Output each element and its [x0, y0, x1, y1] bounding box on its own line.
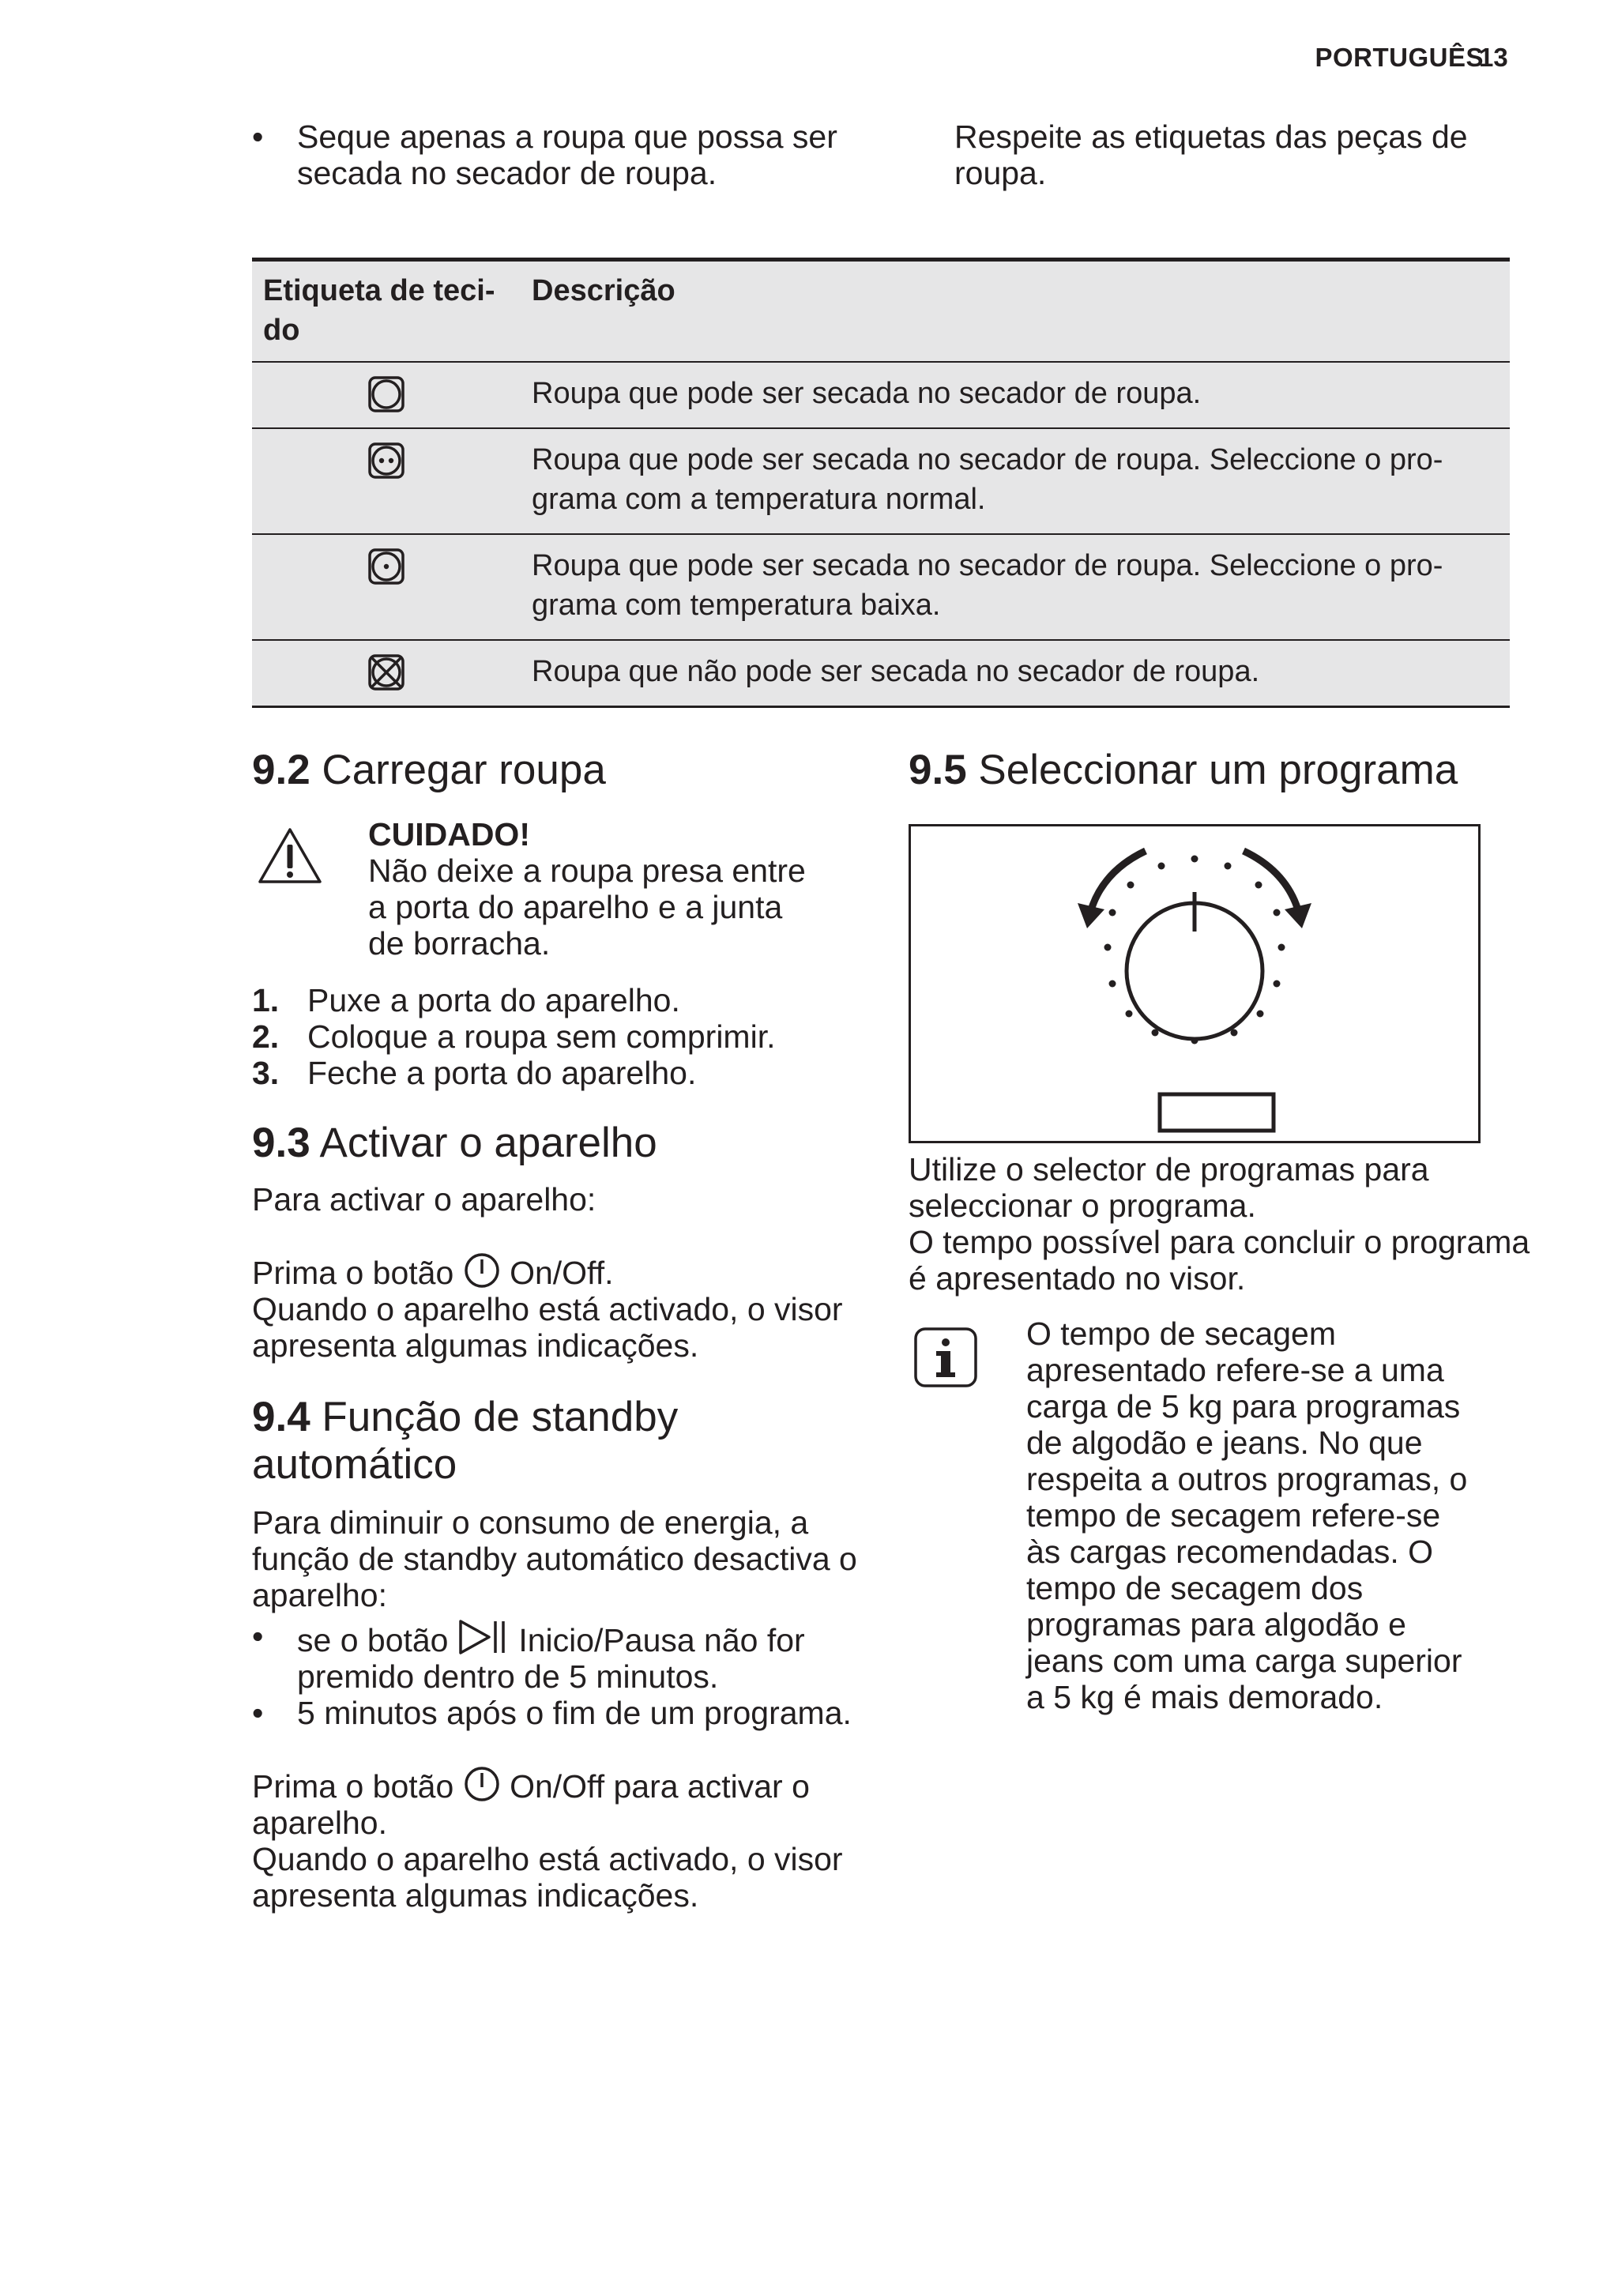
info-icon	[913, 1327, 978, 1388]
power-icon	[463, 1251, 501, 1289]
right-column	[909, 747, 1533, 1715]
caution-box	[252, 816, 868, 962]
list-item: • se o botão Inicio/Pausa não for premido dentro de 5 minutos.	[252, 1618, 805, 1695]
section-heading-9-5: 9.5 Seleccionar um programa	[909, 747, 1458, 793]
s93-press: Prima o botão On/Off.	[252, 1251, 868, 1291]
program-selector-illustration	[909, 824, 1481, 1143]
caution-content	[368, 816, 811, 962]
list-item: 3. Feche a porta do aparelho.	[252, 1055, 697, 1091]
table-header-row	[252, 260, 1510, 363]
caution-title: CUIDADO!	[368, 816, 530, 853]
s95-text-2: O tempo possível para concluir o programa é apresentado no visor.	[909, 1224, 1530, 1297]
start-pause-icon	[457, 1618, 510, 1656]
table-row	[252, 428, 1510, 534]
description-cell: Roupa que pode ser secada no secador de roupa.	[521, 362, 1510, 428]
page-number: 13	[1479, 43, 1508, 72]
table-row	[252, 534, 1510, 640]
tumble-dry-icon	[367, 375, 405, 413]
bullet: •	[252, 1695, 264, 1731]
symbol-cell	[252, 428, 521, 534]
tumble-dry-normal-icon	[367, 442, 405, 480]
list-item: 1. Puxe a porta do aparelho.	[252, 982, 680, 1018]
s94-display-note: Quando o aparelho está activado, o visor apresenta algumas indicações.	[252, 1841, 843, 1914]
bullet: •	[252, 119, 264, 155]
left-column	[252, 747, 868, 1914]
s93-intro: Para activar o aparelho:	[252, 1181, 596, 1218]
bullet: •	[252, 1618, 264, 1654]
list-item: • 5 minutos após o fim de um programa.	[252, 1695, 852, 1731]
s94-intro: Para diminuir o consumo de energia, a função de standby automático desactiva o aparelho:	[252, 1504, 857, 1613]
table-row	[252, 362, 1510, 428]
section-heading-9-2: 9.2 Carregar roupa	[252, 747, 606, 793]
section-heading-9-4: 9.4 Função de standby automático	[252, 1394, 679, 1488]
s93-display-note: Quando o aparelho está activado, o visor apresenta algumas indicações.	[252, 1291, 843, 1364]
intro-left-text: Seque apenas a roupa que possa ser secada no secador de roupa.	[297, 119, 837, 191]
load-steps	[252, 982, 868, 1091]
display-window	[1160, 1094, 1274, 1131]
power-icon	[463, 1764, 501, 1802]
description-cell: Roupa que pode ser secada no secador de roupa. Seleccione o pro-grama com temperatura baixa.	[521, 534, 1510, 640]
warning-icon	[257, 826, 323, 886]
s94-press: Prima o botão On/Off para activar o aparelho.	[252, 1764, 868, 1841]
caution-text: Não deixe a roupa presa entre a porta do aparelho e a junta de borracha.	[368, 853, 806, 962]
description-cell: Roupa que pode ser secada no secador de roupa. Seleccione o pro-grama com a temperatura normal.	[521, 428, 1510, 534]
no-tumble-dry-icon	[367, 653, 405, 691]
list-item: 2. Coloque a roupa sem comprimir.	[252, 1018, 776, 1055]
symbol-cell	[252, 362, 521, 428]
info-note	[909, 1315, 1533, 1715]
table-row	[252, 640, 1510, 707]
info-text: O tempo de secagem apresentado refere-se a uma carga de 5 kg para programas de algodão e jeans. No que respeita a outros programas, o tempo de secagem refere-se às cargas recomendadas. O tempo de secagem dos programas para algodão e jeans com uma carga superior a 5 kg é mais demorado.	[1026, 1315, 1468, 1715]
s95-text-1: Utilize o selector de programas para seleccionar o programa.	[909, 1151, 1429, 1224]
header-description: Descrição	[521, 260, 1510, 363]
intro-right-text: Respeite as etiquetas das peças de roupa.	[954, 119, 1468, 191]
fabric-label-table	[252, 258, 1510, 708]
intro-left	[252, 119, 852, 191]
symbol-cell	[252, 534, 521, 640]
header-language: PORTUGUÊS	[1315, 43, 1484, 72]
header-fabric-label: Etiqueta de teci-do	[252, 260, 521, 363]
symbol-cell	[252, 640, 521, 707]
standby-conditions	[252, 1618, 868, 1731]
description-cell: Roupa que não pode ser secada no secador de roupa.	[521, 640, 1510, 707]
section-heading-9-3: 9.3 Activar o aparelho	[252, 1120, 657, 1166]
list-item	[252, 119, 852, 191]
tumble-dry-low-icon	[367, 548, 405, 585]
